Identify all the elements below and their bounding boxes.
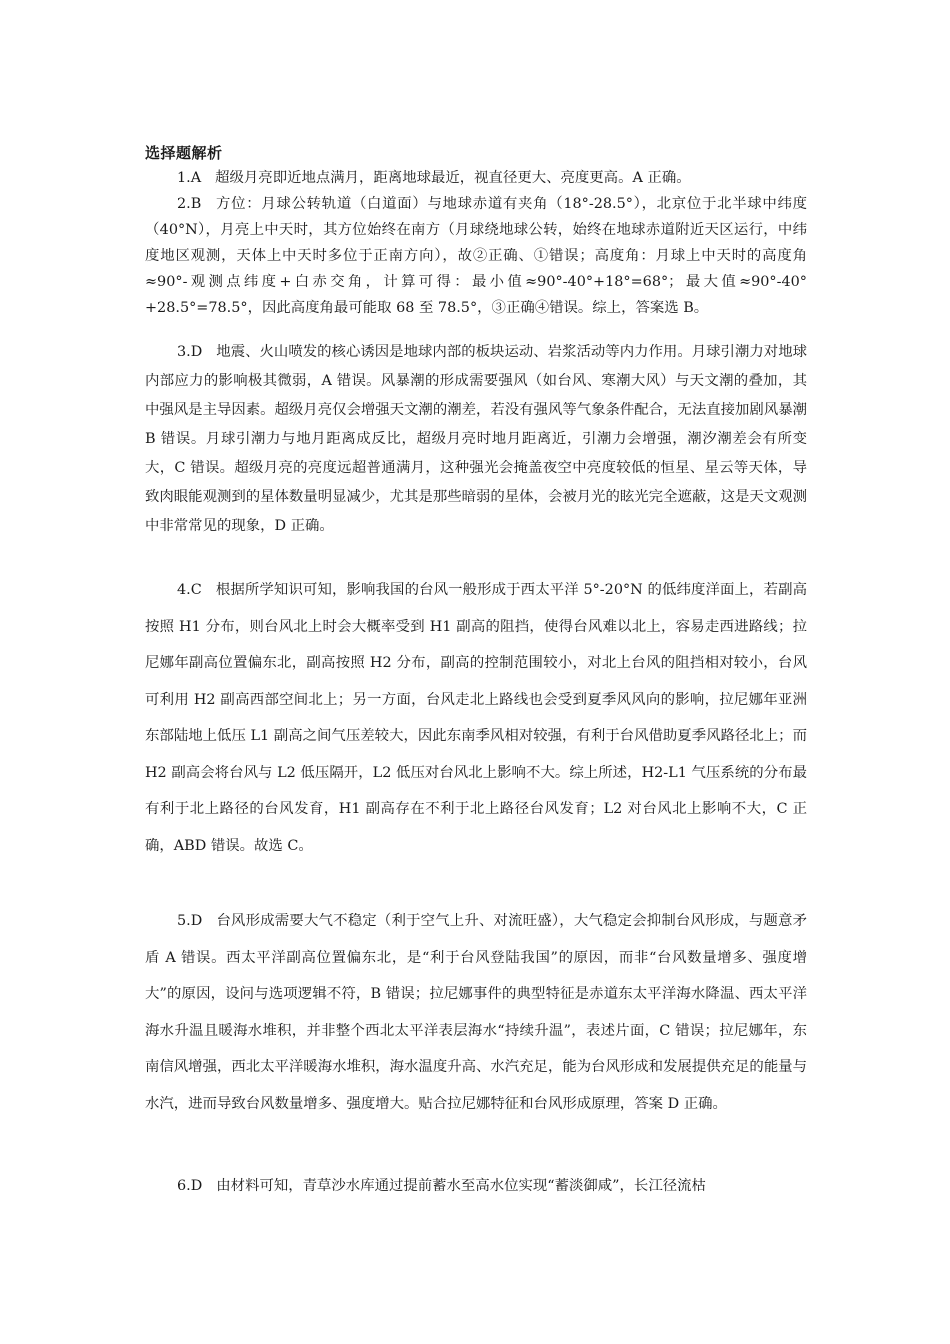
question-number-2: 2.B — [177, 196, 202, 212]
question-number-5: 5.D — [177, 913, 203, 929]
answer-text-1: 超级月亮即近地点满月，距离地球最近，视直径更大、亮度更高。A 正确。 — [215, 170, 691, 186]
answer-text-6: 由材料可知，青草沙水库通过提前蓄水至高水位实现“蓄淡御咸”，长江径流枯 — [216, 1178, 706, 1194]
question-number-1: 1.A — [177, 170, 202, 186]
answer-paragraph-4 — [145, 572, 807, 864]
answer-text-3: 地震、火山喷发的核心诱因是地球内部的板块运动、岩浆活动等内力作用。月球引潮力对地球内部应力的影响极其微弱，A 错误。风暴潮的形成需要强风（如台风、寒潮大风）与天文潮的叠加，其中强风是主导因素。超级月亮仅会增强天文潮的潮差，若没有强风等气象条件配合，无法直接加剧风暴潮 B 错误。月球引潮力与地月距离成反比，超级月亮时地月距离近，引潮力会增强，潮汐潮差会有所变大，C 错误。超级月亮的亮度远超普通满月，这种强光会掩盖夜空中亮度较低的恒星、星云等天体，导致肉眼能观测到的星体数量明显减少，尤其是那些暗弱的星体，会被月光的眩光完全遮蔽，这是天文观测中非常常见的现象，D 正确。 — [145, 344, 807, 534]
question-number-4: 4.C — [177, 582, 202, 598]
answer-paragraph-3 — [145, 338, 807, 541]
answer-text-5: 台风形成需要大气不稳定（利于空气上升、对流旺盛），大气稳定会抑制台风形成，与题意矛盾 A 错误。西太平洋副高位置偏东北，是“利于台风登陆我国”的原因，而非“台风数量增多、强度增大”的原因，设问与选项逻辑不符，B 错误；拉尼娜事件的典型特征是赤道东太平洋海水降温、西太平洋海水升温且暖海水堆积，并非整个西北太平洋表层海水“持续升温”，表述片面，C 错误；拉尼娜年，东南信风增强，西北太平洋暖海水堆积，海水温度升高、水汽充足，能为台风形成和发展提供充足的能量与水汽，进而导致台风数量增多、强度增大。贴合拉尼娜特征和台风形成原理，答案 D 正确。 — [145, 913, 807, 1112]
answer-paragraph-5 — [145, 903, 807, 1122]
answer-paragraph-1 — [145, 165, 807, 191]
question-number-6: 6.D — [177, 1178, 203, 1194]
answer-paragraph-6 — [145, 1168, 807, 1205]
answer-text-2: 方位：月球公转轨道（白道面）与地球赤道有夹角（18°-28.5°），北京位于北半球中纬度（40°N），月亮上中天时，其方位始终在南方（月球绕地球公转，始终在地球赤道附近天区运行，中纬度地区观测，天体上中天时多位于正南方向），故②正确、①错误；高度角：月球上中天时的高度角≈90°-观测点纬度+白赤交角，计算可得：最小值≈90°-40°+18°=68°；最大值≈90°-40°+28.5°=78.5°，因此高度角最可能取 68 至 78.5°，③正确④错误。综上，答案选 B。 — [145, 196, 807, 316]
answer-paragraph-2 — [145, 191, 807, 321]
question-number-3: 3.D — [177, 344, 203, 360]
section-heading: 选择题解析 — [145, 144, 223, 162]
answer-text-4: 根据所学知识可知，影响我国的台风一般形成于西太平洋 5°-20°N 的低纬度洋面上，若副高按照 H1 分布，则台风北上时会大概率受到 H1 副高的阻挡，使得台风难以北上，容易走西进路线；拉尼娜年副高位置偏东北，副高按照 H2 分布，副高的控制范围较小，对北上台风的阻挡相对较小，台风可利用 H2 副高西部空间北上；另一方面，台风走北上路线也会受到夏季风风向的影响，拉尼娜年亚洲东部陆地上低压 L1 副高之间气压差较大，因此东南季风相对较强，有利于台风借助夏季风路径北上；而 H2 副高会将台风与 L2 低压隔开，L2 低压对台风北上影响不大。综上所述，H2-L1 气压系统的分布最有利于北上路径的台风发育，H1 副高存在不利于北上路径台风发育；L2 对台风北上影响不大，C 正确，ABD 错误。故选 C。 — [145, 582, 807, 854]
